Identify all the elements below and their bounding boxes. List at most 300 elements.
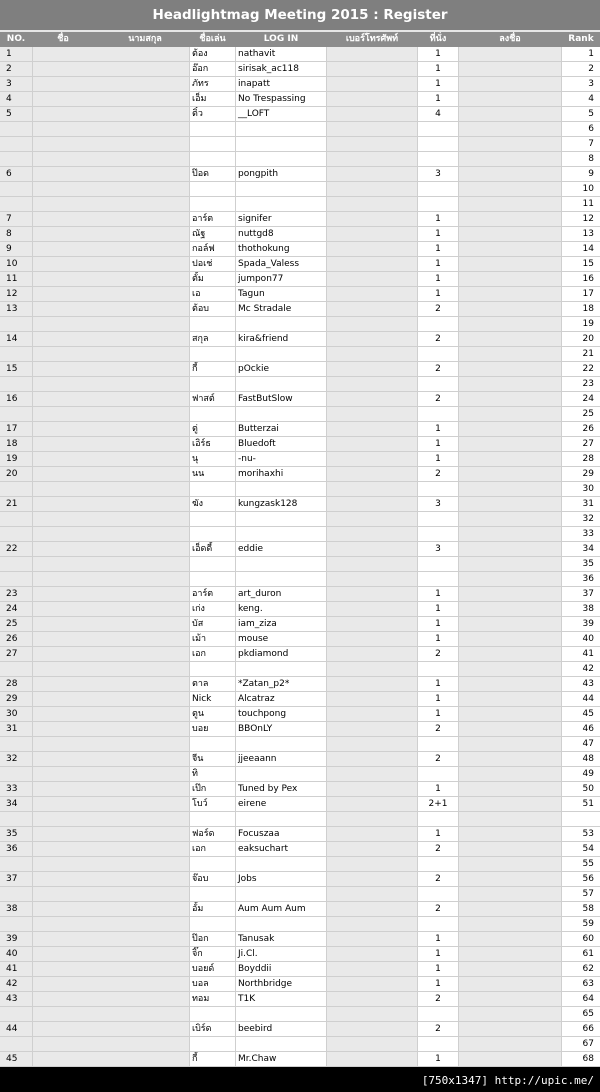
rank-cell: 34	[562, 542, 600, 557]
login-cell	[236, 197, 326, 212]
table-row	[0, 722, 600, 737]
no-cell	[0, 482, 32, 497]
header-seats: ที่นั่ง	[429, 34, 447, 44]
phone-cell	[327, 842, 417, 857]
rank-cell: 30	[562, 482, 600, 497]
signature-cell	[459, 1052, 561, 1067]
rank-cell: 12	[562, 212, 600, 227]
rank-cell: 46	[562, 722, 600, 737]
signature-cell	[459, 902, 561, 917]
rank-cell: 20	[562, 332, 600, 347]
nickname-cell: บอล	[190, 977, 235, 992]
login-cell	[236, 812, 326, 827]
login-cell: beebird	[236, 1022, 326, 1037]
table-row	[0, 572, 600, 587]
login-cell	[236, 557, 326, 572]
name-surname-cell	[33, 572, 189, 587]
no-cell	[0, 182, 32, 197]
name-surname-cell	[33, 452, 189, 467]
table-row	[0, 857, 600, 872]
rank-cell: 25	[562, 407, 600, 422]
seats-cell: 1	[418, 632, 458, 647]
nickname-cell	[190, 812, 235, 827]
seats-cell	[418, 527, 458, 542]
nickname-cell: กี้	[190, 1052, 235, 1067]
name-surname-cell	[33, 482, 189, 497]
seats-cell	[418, 1007, 458, 1022]
seats-cell: 2	[418, 647, 458, 662]
table-row	[0, 557, 600, 572]
nickname-cell: นน	[190, 467, 235, 482]
table-row	[0, 182, 600, 197]
name-surname-cell	[33, 557, 189, 572]
no-cell	[0, 812, 32, 827]
rank-cell: 33	[562, 527, 600, 542]
table-row	[0, 812, 600, 827]
no-cell	[0, 197, 32, 212]
table-row	[0, 1037, 600, 1052]
seats-cell: 1	[418, 947, 458, 962]
signature-cell	[459, 212, 561, 227]
phone-cell	[327, 677, 417, 692]
signature-cell	[459, 692, 561, 707]
name-surname-cell	[33, 197, 189, 212]
rank-cell: 1	[562, 47, 600, 62]
nickname-cell: Nick	[190, 692, 235, 707]
login-cell: Butterzai	[236, 422, 326, 437]
phone-cell	[327, 422, 417, 437]
table-row	[0, 437, 600, 452]
login-cell: nathavit	[236, 47, 326, 62]
no-cell	[0, 557, 32, 572]
name-surname-cell	[33, 182, 189, 197]
table-row	[0, 482, 600, 497]
rank-cell: 61	[562, 947, 600, 962]
rank-cell: 9	[562, 167, 600, 182]
rank-cell: 56	[562, 872, 600, 887]
nickname-cell: ต้อบ	[190, 302, 235, 317]
login-cell: eddie	[236, 542, 326, 557]
signature-cell	[459, 122, 561, 137]
seats-cell: 1	[418, 707, 458, 722]
rank-cell: 10	[562, 182, 600, 197]
phone-cell	[327, 407, 417, 422]
signature-cell	[459, 377, 561, 392]
register-table	[0, 47, 600, 1071]
nickname-cell: โบว์	[190, 797, 235, 812]
phone-cell	[327, 587, 417, 602]
phone-cell	[327, 107, 417, 122]
name-surname-cell	[33, 1007, 189, 1022]
signature-cell	[459, 62, 561, 77]
signature-cell	[459, 227, 561, 242]
phone-cell	[327, 512, 417, 527]
login-cell: nuttgd8	[236, 227, 326, 242]
name-surname-cell	[33, 752, 189, 767]
table-row	[0, 587, 600, 602]
seats-cell	[418, 1037, 458, 1052]
seats-cell: 2	[418, 362, 458, 377]
rank-cell: 29	[562, 467, 600, 482]
rank-cell: 65	[562, 1007, 600, 1022]
signature-cell	[459, 617, 561, 632]
nickname-cell: กี้	[190, 362, 235, 377]
rank-cell: 58	[562, 902, 600, 917]
signature-cell	[459, 512, 561, 527]
phone-cell	[327, 452, 417, 467]
seats-cell: 2	[418, 302, 458, 317]
table-row	[0, 707, 600, 722]
no-cell	[0, 407, 32, 422]
signature-cell	[459, 827, 561, 842]
login-cell	[236, 512, 326, 527]
signature-cell	[459, 182, 561, 197]
no-cell: 25	[0, 617, 32, 632]
no-cell: 26	[0, 632, 32, 647]
signature-cell	[459, 392, 561, 407]
signature-cell	[459, 842, 561, 857]
seats-cell: 1	[418, 782, 458, 797]
table-row	[0, 1022, 600, 1037]
nickname-cell	[190, 347, 235, 362]
no-cell	[0, 122, 32, 137]
seats-cell: 1	[418, 47, 458, 62]
signature-cell	[459, 467, 561, 482]
login-cell: mouse	[236, 632, 326, 647]
nickname-cell	[190, 317, 235, 332]
rank-cell: 66	[562, 1022, 600, 1037]
nickname-cell: กอล์ฟ	[190, 242, 235, 257]
name-surname-cell	[33, 842, 189, 857]
header-name: ชื่อ	[57, 34, 69, 44]
table-row	[0, 512, 600, 527]
phone-cell	[327, 617, 417, 632]
login-cell	[236, 377, 326, 392]
rank-cell: 2	[562, 62, 600, 77]
rank-cell: 53	[562, 827, 600, 842]
name-surname-cell	[33, 92, 189, 107]
name-surname-cell	[33, 287, 189, 302]
rank-cell: 42	[562, 662, 600, 677]
name-surname-cell	[33, 812, 189, 827]
rank-cell: 62	[562, 962, 600, 977]
nickname-cell: เอก	[190, 647, 235, 662]
seats-cell: 1	[418, 452, 458, 467]
rank-cell: 57	[562, 887, 600, 902]
table-row	[0, 797, 600, 812]
rank-cell: 23	[562, 377, 600, 392]
table-row	[0, 197, 600, 212]
table-row	[0, 317, 600, 332]
seats-cell: 1	[418, 212, 458, 227]
no-cell: 2	[0, 62, 32, 77]
rank-cell: 16	[562, 272, 600, 287]
rank-cell: 3	[562, 77, 600, 92]
login-cell	[236, 662, 326, 677]
nickname-cell: ฟาสต์	[190, 392, 235, 407]
phone-cell	[327, 782, 417, 797]
table-row	[0, 782, 600, 797]
login-cell: Boyddii	[236, 962, 326, 977]
rank-cell: 54	[562, 842, 600, 857]
nickname-cell: เม้า	[190, 632, 235, 647]
login-cell: Northbridge	[236, 977, 326, 992]
column-header-row	[0, 32, 600, 47]
phone-cell	[327, 467, 417, 482]
login-cell	[236, 317, 326, 332]
no-cell: 5	[0, 107, 32, 122]
phone-cell	[327, 302, 417, 317]
signature-cell	[459, 812, 561, 827]
no-cell: 41	[0, 962, 32, 977]
table-row	[0, 407, 600, 422]
rank-cell: 24	[562, 392, 600, 407]
login-cell: eirene	[236, 797, 326, 812]
no-cell	[0, 152, 32, 167]
login-cell: -nu-	[236, 452, 326, 467]
name-surname-cell	[33, 827, 189, 842]
table-row	[0, 497, 600, 512]
phone-cell	[327, 557, 417, 572]
name-surname-cell	[33, 902, 189, 917]
seats-cell: 1	[418, 272, 458, 287]
nickname-cell: จ๊อบ	[190, 872, 235, 887]
signature-cell	[459, 407, 561, 422]
phone-cell	[327, 437, 417, 452]
no-cell: 7	[0, 212, 32, 227]
signature-cell	[459, 92, 561, 107]
rank-cell: 51	[562, 797, 600, 812]
name-surname-cell	[33, 512, 189, 527]
phone-cell	[327, 377, 417, 392]
nickname-cell: ภัทร	[190, 77, 235, 92]
login-cell: iam_ziza	[236, 617, 326, 632]
seats-cell	[418, 137, 458, 152]
nickname-cell	[190, 182, 235, 197]
signature-cell	[459, 437, 561, 452]
phone-cell	[327, 812, 417, 827]
seats-cell: 1	[418, 677, 458, 692]
header-phone: เบอร์โทรศัพท์	[345, 34, 399, 44]
login-cell: touchpong	[236, 707, 326, 722]
table-row	[0, 947, 600, 962]
login-cell: No Trespassing	[236, 92, 326, 107]
no-cell: 18	[0, 437, 32, 452]
login-cell: jjeeaann	[236, 752, 326, 767]
name-surname-cell	[33, 242, 189, 257]
nickname-cell: ป๊อด	[190, 167, 235, 182]
table-row	[0, 107, 600, 122]
name-surname-cell	[33, 62, 189, 77]
phone-cell	[327, 602, 417, 617]
table-row	[0, 257, 600, 272]
seats-cell	[418, 512, 458, 527]
no-cell	[0, 887, 32, 902]
name-surname-cell	[33, 347, 189, 362]
rank-cell: 45	[562, 707, 600, 722]
nickname-cell: บัส	[190, 617, 235, 632]
table-row	[0, 632, 600, 647]
signature-cell	[459, 662, 561, 677]
rank-cell: 60	[562, 932, 600, 947]
header-nickname: ชื่อเล่น	[199, 34, 226, 44]
rank-cell: 26	[562, 422, 600, 437]
no-cell	[0, 527, 32, 542]
signature-cell	[459, 302, 561, 317]
name-surname-cell	[33, 722, 189, 737]
signature-cell	[459, 137, 561, 152]
nickname-cell	[190, 737, 235, 752]
phone-cell	[327, 497, 417, 512]
table-row	[0, 272, 600, 287]
signature-cell	[459, 527, 561, 542]
seats-cell: 1	[418, 242, 458, 257]
name-surname-cell	[33, 467, 189, 482]
nickname-cell: อ๊อก	[190, 62, 235, 77]
name-surname-cell	[33, 677, 189, 692]
login-cell: art_duron	[236, 587, 326, 602]
phone-cell	[327, 932, 417, 947]
login-cell	[236, 482, 326, 497]
name-surname-cell	[33, 272, 189, 287]
no-cell: 1	[0, 47, 32, 62]
name-surname-cell	[33, 692, 189, 707]
signature-cell	[459, 422, 561, 437]
nickname-cell	[190, 572, 235, 587]
name-surname-cell	[33, 377, 189, 392]
nickname-cell: ณัฐ	[190, 227, 235, 242]
table-row	[0, 137, 600, 152]
nickname-cell: บอย	[190, 722, 235, 737]
nickname-cell: ปอเช่	[190, 257, 235, 272]
rank-cell: 7	[562, 137, 600, 152]
table-row	[0, 602, 600, 617]
login-cell: sirisak_ac118	[236, 62, 326, 77]
signature-cell	[459, 737, 561, 752]
nickname-cell: ตาล	[190, 677, 235, 692]
name-surname-cell	[33, 1037, 189, 1052]
no-cell: 32	[0, 752, 32, 767]
no-cell	[0, 317, 32, 332]
login-cell	[236, 527, 326, 542]
signature-cell	[459, 572, 561, 587]
rank-cell: 13	[562, 227, 600, 242]
login-cell: Tuned by Pex	[236, 782, 326, 797]
nickname-cell: อั้ม	[190, 902, 235, 917]
table-row	[0, 227, 600, 242]
table-row	[0, 347, 600, 362]
nickname-cell: อาร์ต	[190, 212, 235, 227]
seats-cell: 2	[418, 902, 458, 917]
name-surname-cell	[33, 647, 189, 662]
name-surname-cell	[33, 767, 189, 782]
nickname-cell: เป๊ก	[190, 782, 235, 797]
seats-cell	[418, 812, 458, 827]
name-surname-cell	[33, 1022, 189, 1037]
phone-cell	[327, 707, 417, 722]
name-surname-cell	[33, 977, 189, 992]
nickname-cell	[190, 482, 235, 497]
rank-cell: 21	[562, 347, 600, 362]
phone-cell	[327, 317, 417, 332]
seats-cell	[418, 122, 458, 137]
seats-cell: 2	[418, 722, 458, 737]
rank-cell	[562, 812, 600, 827]
phone-cell	[327, 647, 417, 662]
nickname-cell	[190, 197, 235, 212]
table-row	[0, 152, 600, 167]
phone-cell	[327, 122, 417, 137]
login-cell	[236, 572, 326, 587]
rank-cell: 11	[562, 197, 600, 212]
phone-cell	[327, 542, 417, 557]
rank-cell: 68	[562, 1052, 600, 1067]
phone-cell	[327, 797, 417, 812]
signature-cell	[459, 752, 561, 767]
login-cell: morihaxhi	[236, 467, 326, 482]
table-row	[0, 677, 600, 692]
signature-cell	[459, 872, 561, 887]
name-surname-cell	[33, 212, 189, 227]
name-surname-cell	[33, 527, 189, 542]
login-cell: __LOFT	[236, 107, 326, 122]
rank-cell: 39	[562, 617, 600, 632]
nickname-cell	[190, 122, 235, 137]
table-row	[0, 122, 600, 137]
seats-cell	[418, 572, 458, 587]
login-cell: Ji.Cl.	[236, 947, 326, 962]
no-cell: 39	[0, 932, 32, 947]
seats-cell	[418, 377, 458, 392]
no-cell: 44	[0, 1022, 32, 1037]
nickname-cell: เอ็ม	[190, 92, 235, 107]
name-surname-cell	[33, 107, 189, 122]
no-cell: 40	[0, 947, 32, 962]
login-cell: keng.	[236, 602, 326, 617]
no-cell: 6	[0, 167, 32, 182]
signature-cell	[459, 557, 561, 572]
name-surname-cell	[33, 122, 189, 137]
signature-cell	[459, 947, 561, 962]
rank-cell: 55	[562, 857, 600, 872]
no-cell: 28	[0, 677, 32, 692]
phone-cell	[327, 737, 417, 752]
signature-cell	[459, 107, 561, 122]
name-surname-cell	[33, 392, 189, 407]
phone-cell	[327, 1022, 417, 1037]
table-row	[0, 62, 600, 77]
no-cell: 43	[0, 992, 32, 1007]
table-row	[0, 47, 600, 62]
name-surname-cell	[33, 797, 189, 812]
no-cell: 30	[0, 707, 32, 722]
nickname-cell: ตั้ม	[190, 272, 235, 287]
header-login: LOG IN	[263, 34, 299, 44]
table-row	[0, 647, 600, 662]
seats-cell: 1	[418, 422, 458, 437]
no-cell: 15	[0, 362, 32, 377]
no-cell: 27	[0, 647, 32, 662]
no-cell: 10	[0, 257, 32, 272]
seats-cell	[418, 857, 458, 872]
nickname-cell: เก่ง	[190, 602, 235, 617]
name-surname-cell	[33, 227, 189, 242]
table-row	[0, 692, 600, 707]
seats-cell	[418, 197, 458, 212]
table-row	[0, 452, 600, 467]
login-cell	[236, 1007, 326, 1022]
signature-cell	[459, 932, 561, 947]
